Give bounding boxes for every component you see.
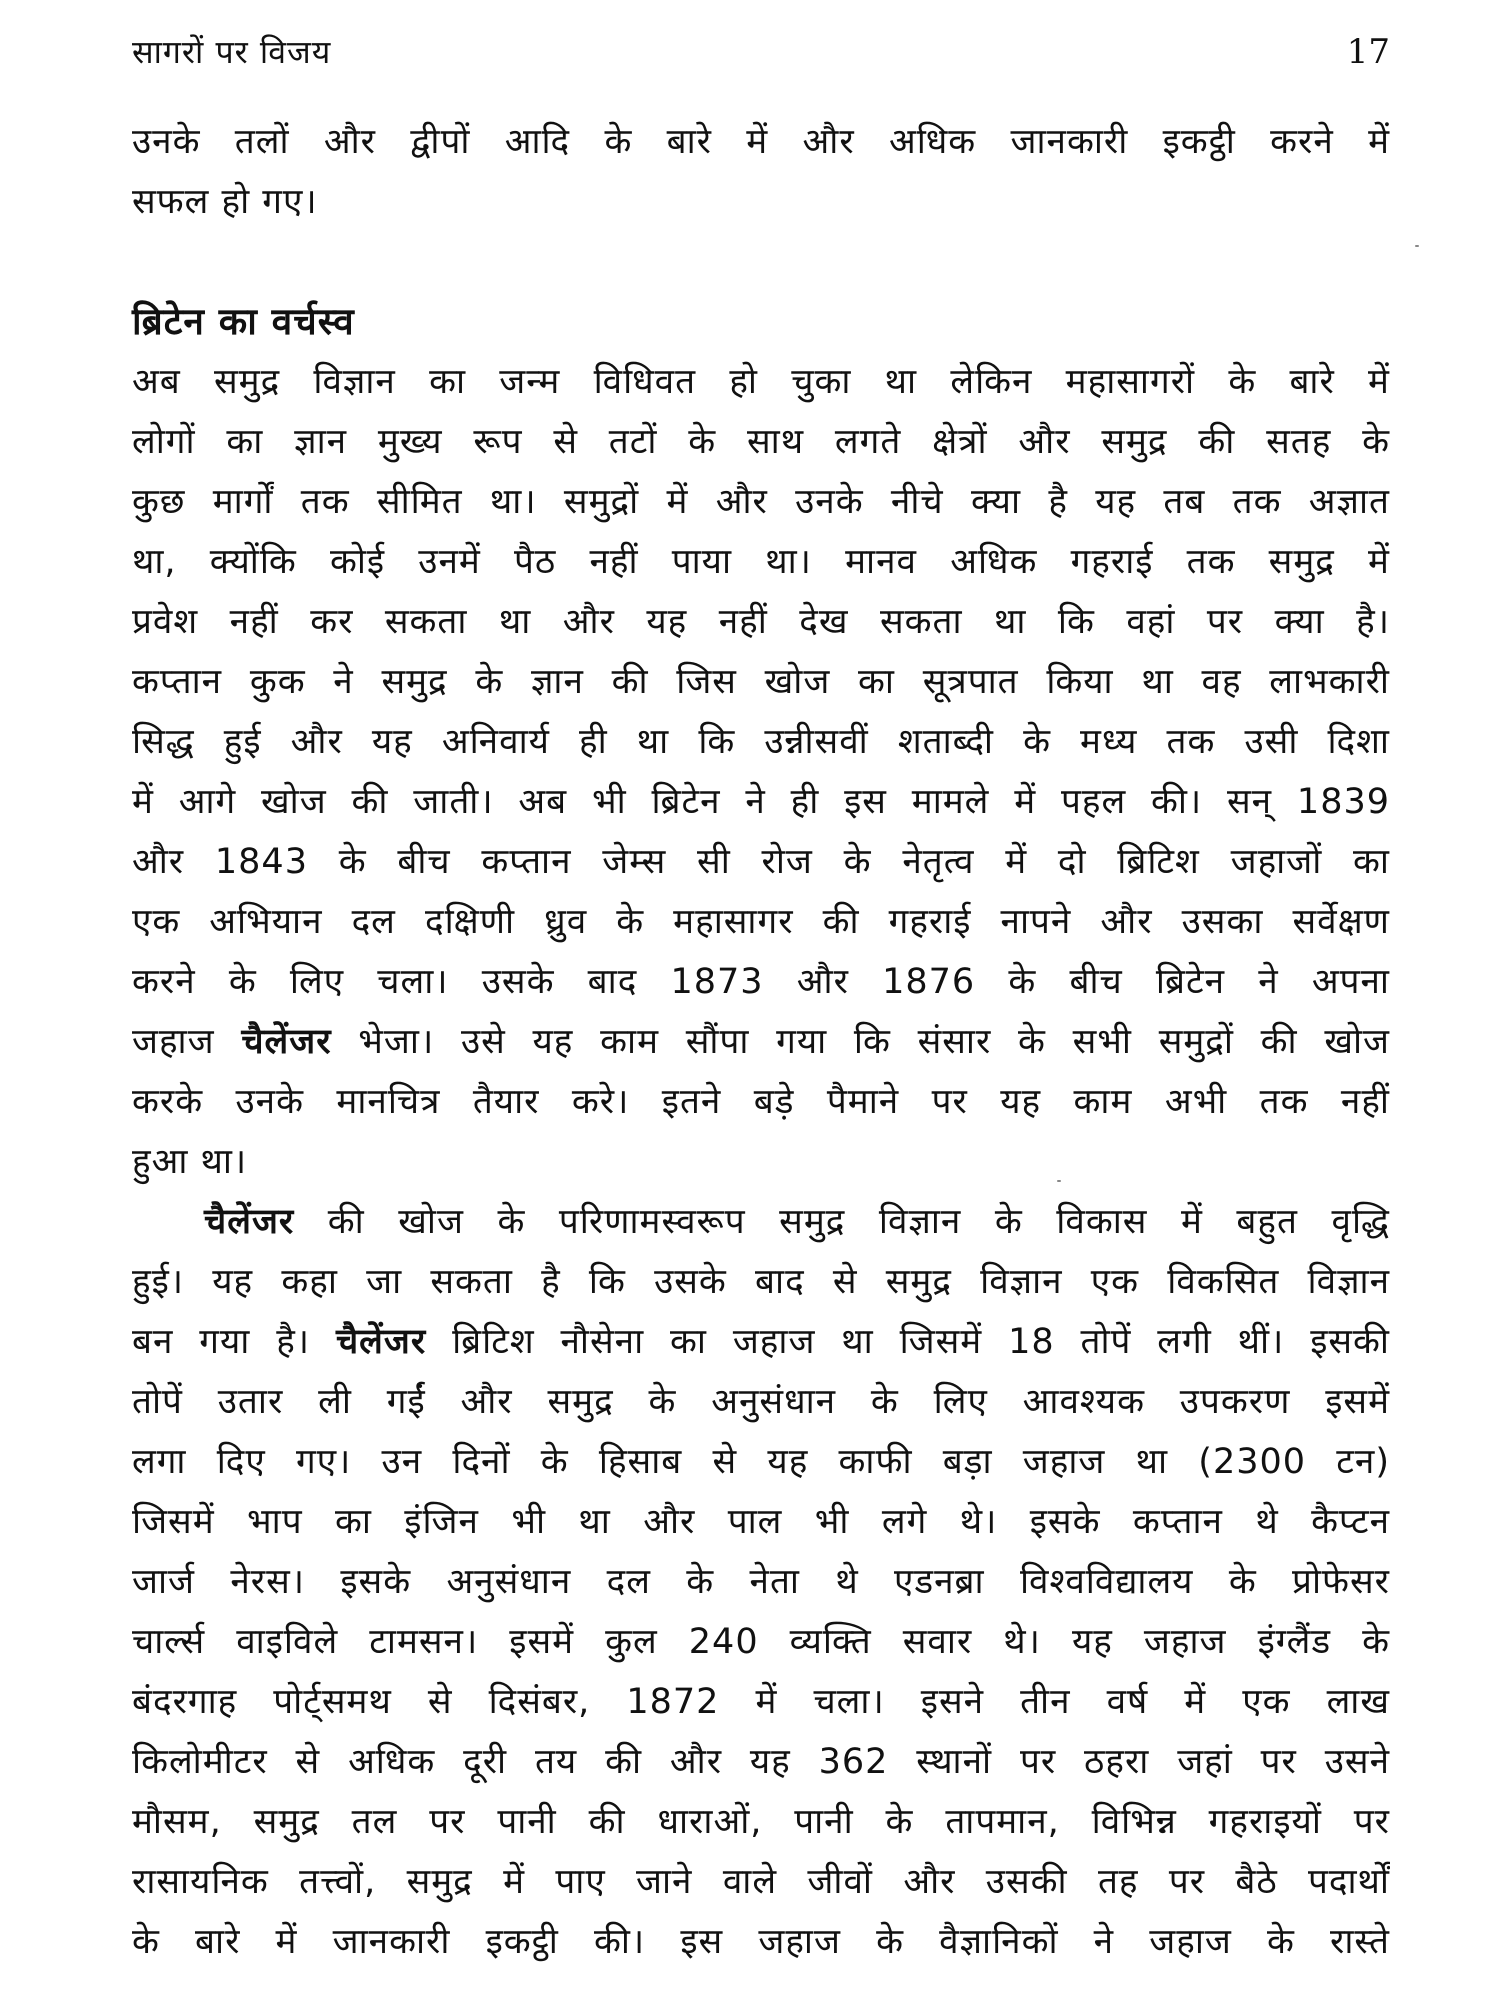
text-line: जार्ज नेरस। इसके अनुसंधान दल के नेता थे एडनब्रा विश्वविद्यालय के प्रोफेसर xyxy=(132,1562,1390,1602)
text-line: सिद्ध हुई और यह अनिवार्य ही था कि उन्नीसवीं शताब्दी के मध्य तक उसी दिशा xyxy=(132,722,1390,762)
text-line: लोगों का ज्ञान मुख्य रूप से तटों के साथ लगते क्षेत्रों और समुद्र की सतह के xyxy=(132,422,1390,462)
text-line: हुआ था। xyxy=(132,1142,248,1182)
text-run: ब्रिटिश नौसेना का जहाज था जिसमें 18 तोपें लगी थीं। इसकी xyxy=(426,1322,1390,1362)
text-line xyxy=(132,1312,1390,1372)
text-line: उनके तलों और द्वीपों आदि के बारे में और अधिक जानकारी इकट्ठी करने में xyxy=(132,122,1390,162)
text-line: प्रवेश नहीं कर सकता था और यह नहीं देख सकता था कि वहां पर क्या है। xyxy=(132,602,1390,642)
text-run: जहाज xyxy=(132,1022,242,1062)
text-run: की खोज के परिणामस्वरूप समुद्र विज्ञान के विकास में बहुत वृद्धि xyxy=(294,1202,1390,1242)
text-line: चार्ल्स वाइविले टामसन। इसमें कुल 240 व्यक्ति सवार थे। यह जहाज इंग्लैंड के xyxy=(132,1622,1390,1662)
text-line: के बारे में जानकारी इकट्ठी की। इस जहाज के वैज्ञानिकों ने जहाज के रास्ते xyxy=(132,1922,1390,1962)
text-line: लगा दिए गए। उन दिनों के हिसाब से यह काफी बड़ा जहाज था (2300 टन) xyxy=(132,1442,1390,1482)
section-heading: ब्रिटेन का वर्चस्व xyxy=(132,300,355,343)
page-number: 17 xyxy=(1346,32,1390,72)
running-title: सागरों पर विजय xyxy=(132,33,332,71)
ship-name-bold: चैलेंजर xyxy=(335,1322,427,1362)
text-line: हुई। यह कहा जा सकता है कि उसके बाद से समुद्र विज्ञान एक विकसित विज्ञान xyxy=(132,1262,1390,1302)
scan-speck xyxy=(1415,245,1419,247)
text-line: में आगे खोज की जाती। अब भी ब्रिटेन ने ही इस मामले में पहल की। सन् 1839 xyxy=(132,782,1390,822)
text-run: बन गया है। xyxy=(132,1322,336,1362)
text-line: सफल हो गए। xyxy=(132,182,318,222)
text-line: तोपें उतार ली गईं और समुद्र के अनुसंधान के लिए आवश्यक उपकरण इसमें xyxy=(132,1382,1390,1422)
intro-paragraph xyxy=(132,112,1390,232)
text-line: एक अभियान दल दक्षिणी ध्रुव के महासागर की गहराई नापने और उसका सर्वेक्षण xyxy=(132,902,1390,942)
text-line: कुछ मार्गों तक सीमित था। समुद्रों में और उनके नीचे क्या है यह तब तक अज्ञात xyxy=(132,482,1390,522)
text-line: और 1843 के बीच कप्तान जेम्स सी रोज के नेतृत्व में दो ब्रिटिश जहाजों का xyxy=(132,842,1390,882)
scan-speck xyxy=(1057,1180,1061,1182)
ship-name-bold: चैलेंजर xyxy=(241,1022,332,1062)
text-line: रासायनिक तत्त्वों, समुद्र में पाए जाने वाले जीवों और उसकी तह पर बैठे पदार्थों xyxy=(132,1862,1390,1902)
text-line: कप्तान कुक ने समुद्र के ज्ञान की जिस खोज का सूत्रपात किया था वह लाभकारी xyxy=(132,662,1390,702)
text-line: अब समुद्र विज्ञान का जन्म विधिवत हो चुका था लेकिन महासागरों के बारे में xyxy=(132,362,1390,402)
text-line: बंदरगाह पोर्ट्समथ से दिसंबर, 1872 में चला। इसने तीन वर्ष में एक लाख xyxy=(132,1682,1390,1722)
ship-name-bold: चैलेंजर xyxy=(204,1202,295,1242)
text-line: करके उनके मानचित्र तैयार करे। इतने बड़े पैमाने पर यह काम अभी तक नहीं xyxy=(132,1082,1390,1122)
section-body xyxy=(132,352,1390,1972)
text-line: मौसम, समुद्र तल पर पानी की धाराओं, पानी के तापमान, विभिन्न गहराइयों पर xyxy=(132,1802,1390,1842)
text-line: करने के लिए चला। उसके बाद 1873 और 1876 के बीच ब्रिटेन ने अपना xyxy=(132,962,1390,1002)
text-line xyxy=(132,1192,1390,1252)
text-run: भेजा। उसे यह काम सौंपा गया कि संसार के सभी समुद्रों की खोज xyxy=(331,1022,1390,1062)
text-line: किलोमीटर से अधिक दूरी तय की और यह 362 स्थानों पर ठहरा जहां पर उसने xyxy=(132,1742,1390,1782)
text-line xyxy=(132,1012,1390,1072)
text-line: था, क्योंकि कोई उनमें पैठ नहीं पाया था। मानव अधिक गहराई तक समुद्र में xyxy=(132,542,1390,582)
text-line: जिसमें भाप का इंजिन भी था और पाल भी लगे थे। इसके कप्तान थे कैप्टन xyxy=(132,1502,1390,1542)
